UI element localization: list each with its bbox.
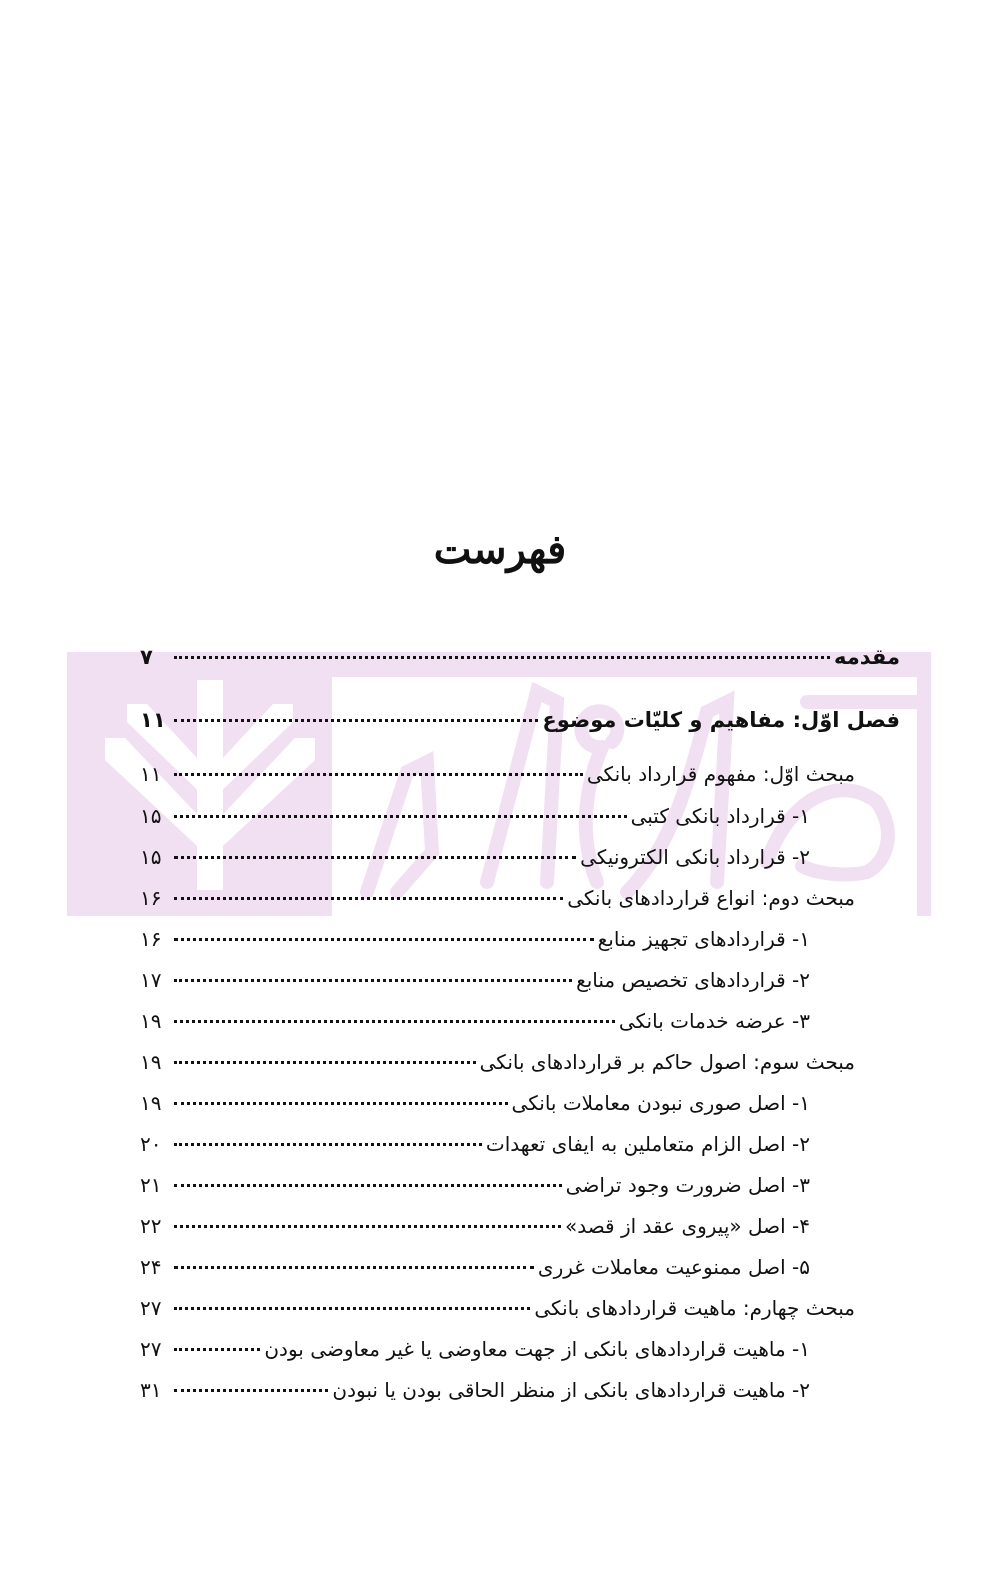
toc-entry[interactable]: [140, 1255, 810, 1295]
toc-entry-page: ۱۱: [140, 708, 166, 732]
toc-entry-page: ۳۱: [140, 1378, 162, 1402]
dot-leader: [174, 656, 830, 659]
dot-leader: [174, 897, 563, 900]
toc-entry-title: مبحث اوّل: مفهوم قرارداد بانکی: [586, 762, 855, 786]
toc-entry-title: ۱- اصل صوری نبودن معاملات بانکی: [511, 1091, 810, 1115]
toc-entry-title: مقدمه: [834, 645, 900, 669]
toc-entry-page: ۱۵: [140, 804, 162, 828]
toc-entry-page: ۱۹: [140, 1091, 162, 1115]
dot-leader: [174, 1389, 328, 1392]
dot-leader: [174, 1061, 476, 1064]
dot-leader: [174, 1020, 615, 1023]
toc-entry[interactable]: [140, 886, 855, 926]
toc-entry-page: ۱۶: [140, 886, 162, 910]
toc-entry[interactable]: [140, 708, 900, 748]
toc-entry-title: ۱- ماهیت قراردادهای بانکی از جهت معاوضی یا غیر معاوضی بودن: [264, 1337, 810, 1361]
toc-entry[interactable]: [140, 1378, 810, 1418]
toc-entry-title: ۱- قراردادهای تجهیز منابع: [597, 927, 810, 951]
toc-entry-page: ۱۹: [140, 1050, 162, 1074]
toc-entry[interactable]: [140, 804, 810, 844]
dot-leader: [174, 1225, 561, 1228]
toc-entry-title: فصل اوّل: مفاهیم و کلیّات موضوع: [542, 708, 900, 732]
toc-entry-page: ۲۲: [140, 1214, 162, 1238]
dot-leader: [174, 1184, 562, 1187]
toc-entry-page: ۷: [140, 645, 153, 669]
dot-leader: [174, 815, 627, 818]
dot-leader: [174, 1307, 530, 1310]
toc-entry[interactable]: [140, 1050, 855, 1090]
dot-leader: [174, 1348, 260, 1351]
toc-entry[interactable]: [140, 968, 810, 1008]
dot-leader: [174, 719, 538, 722]
toc-entry[interactable]: [140, 1214, 810, 1254]
dot-leader: [174, 856, 576, 859]
toc-entry-page: ۱۵: [140, 845, 162, 869]
toc-entry-page: ۲۱: [140, 1173, 162, 1197]
toc-entry-page: ۲۷: [140, 1337, 162, 1361]
toc-entry[interactable]: [140, 645, 900, 685]
toc-entry-page: ۱۶: [140, 927, 162, 951]
toc-entry-page: ۱۱: [140, 762, 162, 786]
dot-leader: [174, 1102, 508, 1105]
toc-entry-page: ۲۴: [140, 1255, 162, 1279]
toc-entry[interactable]: [140, 1296, 855, 1336]
toc-entry[interactable]: [140, 1091, 810, 1131]
toc-entry-page: ۱۹: [140, 1009, 162, 1033]
toc-entry[interactable]: [140, 1009, 810, 1049]
toc-entry-title: ۲- اصل الزام متعاملین به ایفای تعهدات: [485, 1132, 810, 1156]
toc-entry-title: مبحث دوم: انواع قراردادهای بانکی: [567, 886, 855, 910]
toc-entry[interactable]: [140, 1173, 810, 1213]
toc-entry-title: مبحث چهارم: ماهیت قراردادهای بانکی: [534, 1296, 855, 1320]
toc-entry[interactable]: [140, 762, 855, 802]
dot-leader: [174, 773, 583, 776]
toc-entry-page: ۲۷: [140, 1296, 162, 1320]
dot-leader: [174, 1143, 482, 1146]
toc-entry-title: ۴- اصل «پیروی عقد از قصد»: [564, 1214, 810, 1238]
toc-entry-page: ۲۰: [140, 1132, 162, 1156]
toc-entry-title: ۲- ماهیت قراردادهای بانکی از منظر الحاقی بودن یا نبودن: [332, 1378, 810, 1402]
toc-entry-title: ۲- قراردادهای تخصیص منابع: [576, 968, 810, 992]
dot-leader: [174, 938, 594, 941]
toc-entry-title: ۵- اصل ممنوعیت معاملات غرری: [537, 1255, 810, 1279]
toc-entry-page: ۱۷: [140, 968, 162, 992]
toc-entry-title: ۳- اصل ضرورت وجود تراضی: [565, 1173, 810, 1197]
toc-entry-title: مبحث سوم: اصول حاکم بر قراردادهای بانکی: [479, 1050, 855, 1074]
page-title: فهرست: [433, 526, 567, 573]
toc-entry[interactable]: [140, 845, 810, 885]
dot-leader: [174, 979, 572, 982]
toc-entry-title: ۲- قرارداد بانکی الکترونیکی: [580, 845, 810, 869]
toc-entry-title: ۳- عرضه خدمات بانکی: [618, 1009, 810, 1033]
dot-leader: [174, 1266, 534, 1269]
toc-entry[interactable]: [140, 1132, 810, 1172]
toc-entry[interactable]: [140, 927, 810, 967]
toc-entry[interactable]: [140, 1337, 810, 1377]
toc-entry-title: ۱- قرارداد بانکی کتبی: [630, 804, 810, 828]
